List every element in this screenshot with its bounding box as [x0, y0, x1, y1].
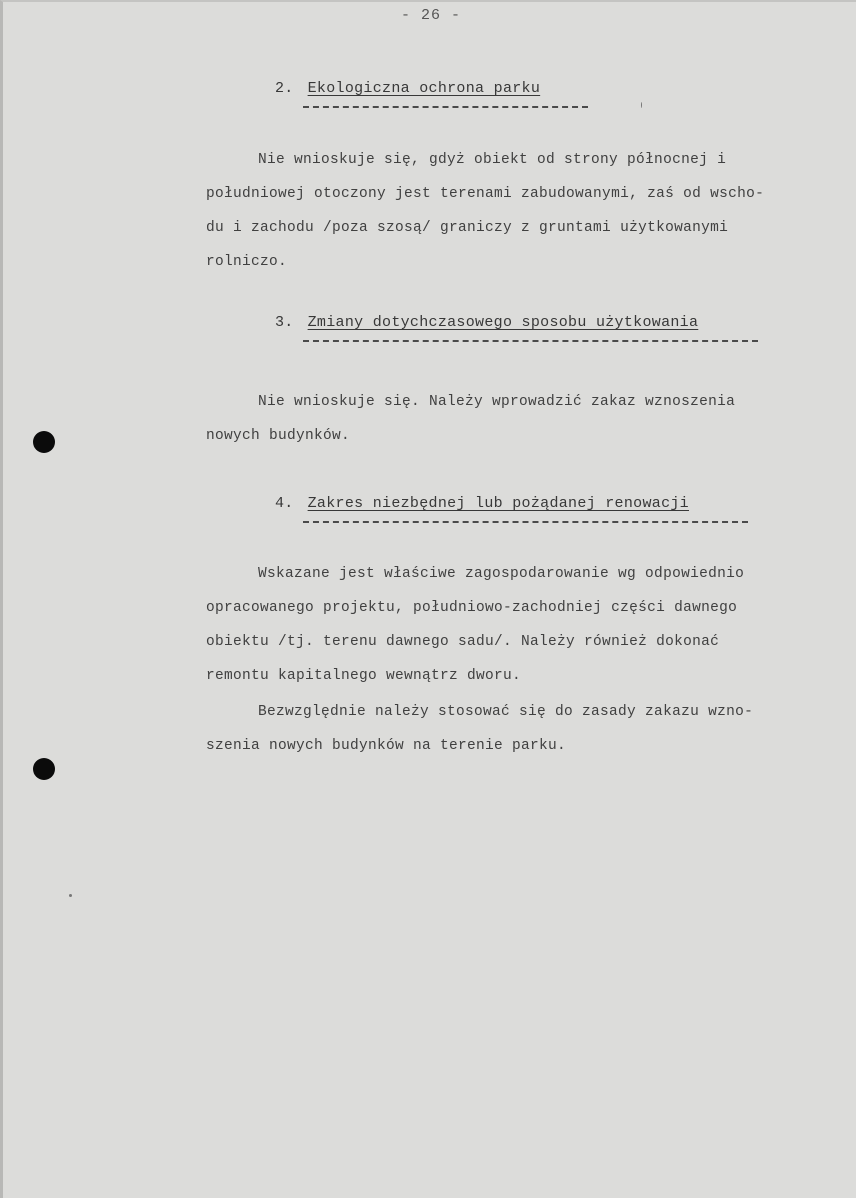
paragraph-line: Wskazane jest właściwe zagospodarowanie wg odpowiednio — [258, 566, 745, 582]
paragraph-line: rolniczo. — [206, 254, 288, 270]
section-4-number: 4. — [275, 495, 294, 512]
section-3-number: 3. — [275, 314, 294, 331]
section-2-underline — [303, 106, 588, 108]
section-3-heading — [275, 314, 698, 331]
paragraph-line: południowej otoczony jest terenami zabudowanymi, zaś od wscho- — [206, 186, 765, 202]
paper-speck — [641, 102, 642, 108]
punch-hole-bottom — [33, 758, 55, 780]
paragraph-line: nowych budynków. — [206, 428, 351, 444]
section-2-heading — [275, 80, 540, 97]
section-4-paragraph-1 — [206, 557, 744, 693]
punch-hole-top — [33, 431, 55, 453]
section-3-title: Zmiany dotychczasowego sposobu użytkowania — [307, 314, 699, 331]
page-number: - 26 - — [400, 7, 461, 24]
paragraph-line: Bezwzględnie należy stosować się do zasady zakazu wzno- — [258, 704, 754, 720]
paragraph-line: opracowanego projektu, południowo-zachodniej części dawnego — [206, 600, 738, 616]
section-3-underline — [303, 340, 758, 342]
section-4-heading — [275, 495, 689, 512]
section-2-number: 2. — [275, 80, 294, 97]
paragraph-line: du i zachodu /poza szosą/ graniczy z gruntami użytkowanymi — [206, 220, 729, 236]
section-3-paragraph — [206, 385, 735, 453]
section-4-title: Zakres niezbędnej lub pożądanej renowacji — [307, 495, 689, 512]
section-4-underline — [303, 521, 748, 523]
paragraph-line: remontu kapitalnego wewnątrz dworu. — [206, 668, 522, 684]
paragraph-line: Nie wnioskuje się, gdyż obiekt od strony północnej i — [258, 152, 727, 168]
paper-speck — [69, 894, 72, 897]
paragraph-line: szenia nowych budynków na terenie parku. — [206, 738, 567, 754]
paragraph-line: Nie wnioskuje się. Należy wprowadzić zakaz wznoszenia — [258, 394, 736, 410]
section-2-paragraph — [206, 143, 764, 279]
section-2-title: Ekologiczna ochrona parku — [307, 80, 541, 97]
section-4-paragraph-2 — [206, 695, 753, 763]
paragraph-line: obiektu /tj. terenu dawnego sadu/. Należy również dokonać — [206, 634, 720, 650]
